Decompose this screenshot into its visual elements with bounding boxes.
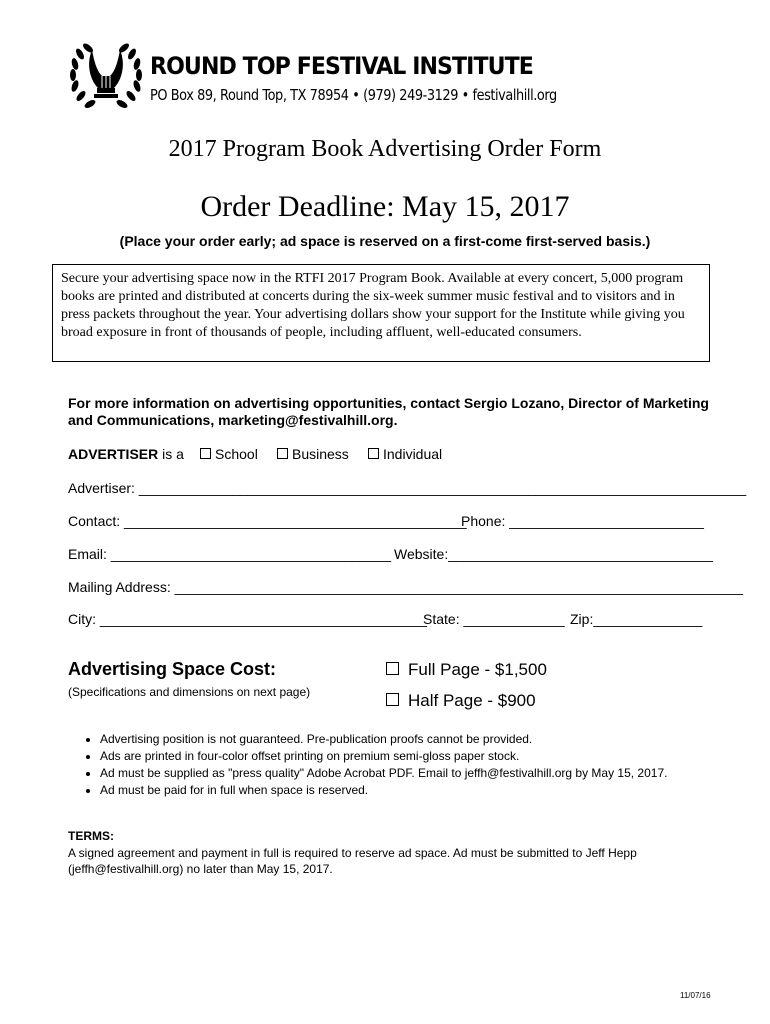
mailing-address-field[interactable]: Mailing Address: _________________________________________________________________________ — [68, 579, 743, 595]
intro-text: Secure your advertising space now in the RTFI 2017 Program Book. Available at every concert, 5,000 program books are printed and distributed at concerts during the six-week summer music festival and to visitors and in press packets throughout the year. Your advertising dollars show your support for the Institute while giving you broad exposure in front of thousands of people, including affluent, well-educated consumers. — [61, 271, 685, 340]
checkbox-icon[interactable] — [200, 448, 211, 459]
intro-box — [52, 264, 710, 362]
cost-spec: (Specifications and dimensions on next page) — [68, 685, 311, 699]
option-business[interactable]: Business — [277, 446, 349, 462]
checkbox-icon[interactable] — [277, 448, 288, 459]
reservation-note: (Place your order early; ad space is reserved on a first-come first-served basis.) — [119, 233, 651, 249]
option-school[interactable]: School — [200, 446, 258, 462]
checkbox-icon[interactable] — [386, 662, 399, 675]
order-deadline: Order Deadline: May 15, 2017 — [200, 190, 570, 223]
conditions-list — [78, 731, 667, 799]
state-field[interactable]: State: _____________ — [423, 611, 565, 627]
advertiser-label: ADVERTISER is a — [68, 446, 184, 462]
list-item: • Ad must be supplied as "press quality" Adobe Acrobat PDF. Email to jeffh@festivalhill.org by May 15, 2017. — [100, 765, 667, 782]
list-item: • Advertising position is not guaranteed. Pre-publication proofs cannot be provided. — [100, 731, 667, 748]
website-field[interactable]: Website:__________________________________ — [394, 546, 713, 562]
checkbox-icon[interactable] — [386, 693, 399, 706]
option-individual[interactable]: Individual — [368, 446, 442, 462]
phone-field[interactable]: Phone: _________________________ — [461, 513, 704, 529]
cost-title: Advertising Space Cost: — [68, 659, 277, 679]
form-title: 2017 Program Book Advertising Order Form — [168, 136, 602, 162]
list-item: • Ads are printed in four-color offset printing on premium semi-gloss paper stock. — [100, 748, 667, 765]
advertiser-type-row — [68, 446, 443, 462]
lyre-laurel-logo-icon — [66, 34, 146, 114]
city-field[interactable]: City: __________________________________________ — [68, 611, 427, 627]
email-field[interactable]: Email: ____________________________________ — [68, 546, 392, 562]
footer-date: 11/07/16 — [680, 991, 711, 1000]
contact-info: For more information on advertising opportunities, contact Sergio Lozano, Director of Marketing and Communications, marketing@festivalhill.org. — [68, 395, 709, 428]
org-name: ROUND TOP FESTIVAL INSTITUTE — [150, 52, 533, 80]
zip-field[interactable]: Zip:______________ — [570, 611, 703, 627]
option-half-page[interactable]: Half Page - $900 — [386, 691, 536, 711]
terms-title: TERMS: — [68, 829, 114, 843]
list-item: • Ad must be paid for in full when space is reserved. — [100, 782, 667, 799]
org-address: PO Box 89, Round Top, TX 78954 • (979) 249-3129 • festivalhill.org — [150, 86, 557, 104]
terms-text: A signed agreement and payment in full is required to reserve ad space. Ad must be submitted to Jeff Hepp (jeffh@festivalhill.org) no later than May 15, 2017. — [68, 846, 637, 876]
option-full-page[interactable]: Full Page - $1,500 — [386, 660, 547, 680]
advertiser-field[interactable]: Advertiser: ______________________________________________________________________________ — [68, 480, 747, 496]
contact-field[interactable]: Contact: ____________________________________________ — [68, 513, 467, 529]
checkbox-icon[interactable] — [368, 448, 379, 459]
